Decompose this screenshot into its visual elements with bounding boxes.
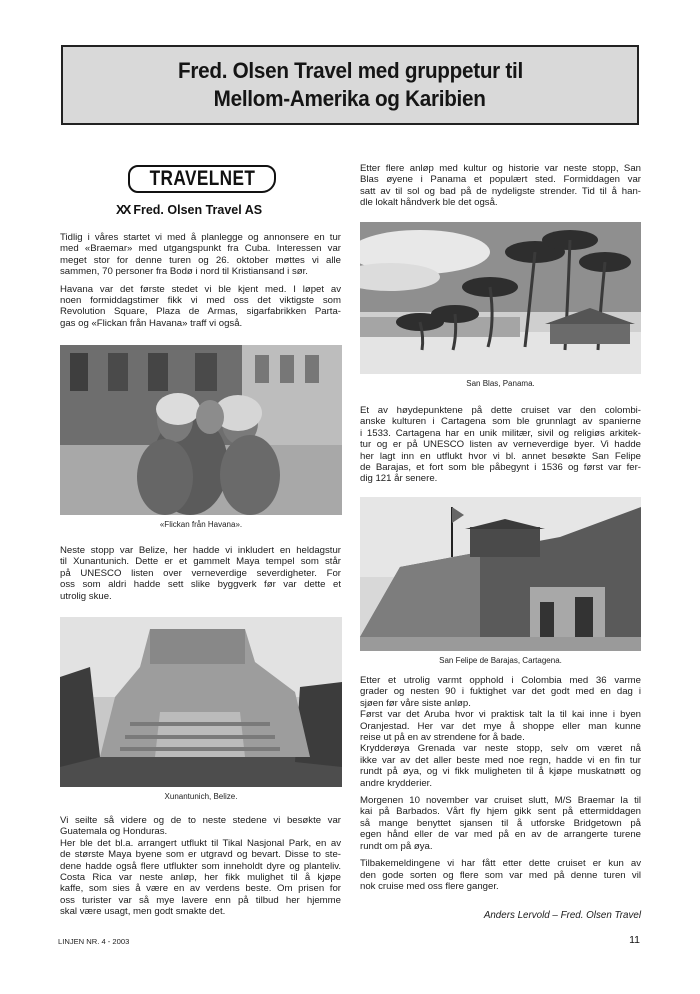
text-line: Først var det Aruba hvor vi praktisk talt la til kai inne i byen [360,709,641,721]
text-line: på UNESCO listen over verneverdige severdigheter. For [60,567,341,579]
text-line: til Xunantunich. Dette er et gammelt Maya tempel som står [60,556,341,568]
text-line: de største Maya byene som er utgravd og bevart. Disse to ste- [60,849,341,861]
text-line: Costa Rica var neste anløp, her fikk mulighet til å kjøpe [60,872,341,884]
fred-olsen-logo-icon: XX [116,202,130,217]
author-signature: Anders Lervold – Fred. Olsen Travel [483,910,641,921]
text-line: Havana var det første stedet vi ble kjent med. I løpet av [60,283,341,295]
text-line: Krydderøya Grenada var neste stopp, selv om været nå [360,743,641,755]
photo-san-blas-panama [360,222,641,374]
text-line: andre krydderier. [360,777,432,789]
text-line: Blas øyene i Panama et populært sted. Formiddagen var [360,174,641,186]
travelnet-logo [128,165,276,193]
text-line: anske kulturen i Cartagena som ble grunnlagt av spanierne [360,416,641,428]
text-line: så mange benyttet sjansen til å utforske Bridgetown på [360,817,641,829]
text-line: ikke var av det aller beste med noe regn, hadde vi en fin tur [360,754,641,766]
right-column-aruba-grenada [360,675,641,892]
text-line: noen formiddagstimer fikk vi med oss det viktigste som [60,295,341,307]
text-line: grader og nesten 90 i fuktighet var det godt med en dag i [360,686,641,698]
text-line: i 1533. Cartagena har en unik militær, sivil og religiøs arkitek- [360,427,641,439]
text-line: sammen, 70 personer fra Bodø i nord til Kristiansand i sør. [60,266,308,278]
text-line: rundt på øya, og vi fikk muligheten til å kjøpe muskatnøtt og [360,766,641,778]
text-line: Her ble det bl.a. arrangert utflukt til Tikal Nasjonal Park, en av [60,837,341,849]
text-line: nok cruise med oss flere ganger. [360,880,499,892]
caption-havana: «Flickan från Havana». [159,520,243,529]
text-line: her lagt inn en utflukt hvor vi bl. annet besøkte San Felipe [360,450,641,462]
left-column-guatemala [60,815,341,918]
photo-flickan-fran-havana [60,345,342,515]
text-line: Etter flere anløp med kultur og historie var neste stopp, San [360,163,641,174]
right-column-san-blas [360,163,641,209]
text-line: dig 121 år senere. [360,473,438,485]
text-line: sjøen før våre siste anløp. [360,697,471,709]
publication-footer: LINJEN NR. 4 - 2003 [58,937,130,946]
text-line: Morgenen 10 november var cruiset slutt, M/S Braemar la til [360,795,641,807]
text-line: de Barajas, et fort som ble påbegynt i 1536 og først var fer- [360,462,641,474]
text-line: dle lokalt håndverk ble det også. [360,197,498,209]
photo-san-felipe-de-barajas [360,497,641,651]
text-line: gas og «Flickan från Havana» traff vi også. [60,317,243,329]
text-line: Et av høydepunktene på dette cruiset var den colombi- [360,405,641,416]
text-line: kaffe, som sies å være en av verdens beste. Om prisen for [60,883,341,895]
text-line: dene hadde også flere utflukter som inneholdt dyre og planteliv. [60,860,341,872]
text-line: kai på Barbados. Vårt fly hjem gikk sent på ettermiddagen [360,806,641,818]
text-line: oss som aldri hadde sett slike byggverk før var dette et [60,579,341,591]
right-column-cartagena [360,405,641,485]
text-line: meget stor for denne turen og 26. oktober møttes vi alle [60,254,341,266]
text-line: oss turister var så mye lavere enn på tilbud her hjemme [60,894,341,906]
travelnet-logo-text: TRAVELNET [149,167,255,190]
brand-name: Fred. Olsen Travel AS [133,202,263,217]
article-title-line-2: Mellom-Amerika og Karibien [214,86,486,111]
brand-line [116,202,262,217]
text-line: Tilbakemeldingene vi har fått etter dette cruiset er kun av [360,858,641,870]
text-line: med «Braemar» med utgangspunkt fra Cuba. Interessen var [60,243,341,255]
text-line: satt av til sol og bad på de nydeligste strender. Tid til å han- [360,185,641,197]
text-line: Guatemala og Honduras. [60,826,168,838]
left-column-intro [60,232,341,329]
text-line: rundt om på øya. [360,840,433,852]
text-line: utrolig skue. [60,590,112,602]
text-line: skal være usagt, men godt smakte det. [60,906,226,918]
text-line: Vi seilte så videre og de to neste stedene vi besøkte var [60,815,341,826]
article-title-line-1: Fred. Olsen Travel med gruppetur til [177,58,523,83]
article-title-box [61,45,639,125]
text-line: reise ut på en av strendene for å bade. [360,732,525,744]
text-line: tur og er på UNESCO listen av verneverdige byer. Vi hadde [360,439,641,451]
caption-xunantunich: Xunantunich, Belize. [164,792,238,801]
page-number: 11 [629,934,640,946]
left-column-belize [60,545,341,602]
text-line: egen hånd eller de var med på en av de arrangerte turene [360,829,641,841]
paragraph-havana [60,284,341,330]
paragraph-intro [60,232,341,278]
photo-xunantunich-belize [60,617,342,787]
text-line: Revolution Square, Plaza de Armas, sigarfabrikken Parta- [60,306,341,318]
text-line: Oranjestad. Her var det mye å shoppe eller man kunne [360,720,641,732]
text-line: Tidlig i våres startet vi med å planlegge og annonsere en tur [60,232,341,243]
text-line: Neste stopp var Belize, her hadde vi inkludert en heldagstur [60,545,341,556]
text-line: den gode sorten og flere som var med på denne turen vil [360,869,641,881]
text-line: Etter et utrolig varmt opphold i Colombia med 36 varme [360,675,641,686]
caption-san-blas: San Blas, Panama. [466,379,535,388]
caption-san-felipe: San Felipe de Barajas, Cartagena. [439,656,562,665]
